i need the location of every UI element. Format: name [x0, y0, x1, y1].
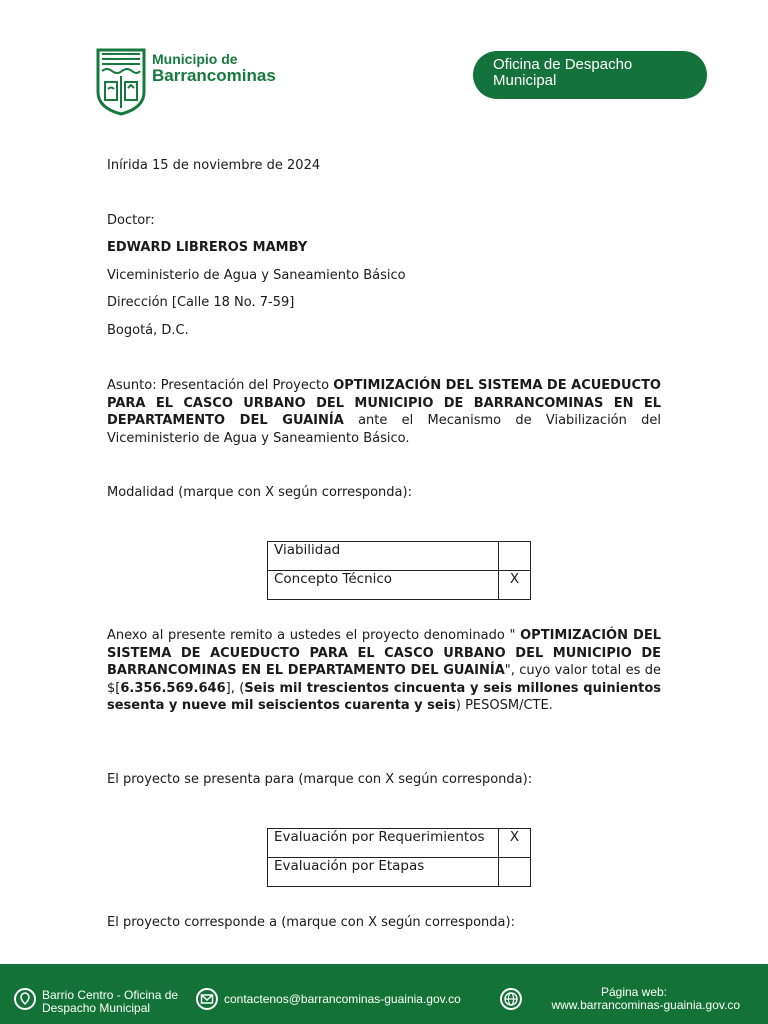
annex-mid: ], ( — [225, 680, 245, 696]
table-row — [268, 571, 531, 600]
annex-amount-words: Seis mil trescientos cincuenta y seis millones quinientos sesenta y nueve mil seiscientos cuarenta y seis — [107, 680, 661, 713]
annex-project-name: OPTIMIZACIÓN DEL SISTEMA DE ACUEDUCTO PARA EL CASCO URBANO DEL MUNICIPIO DE BARRANCOMINAS EN EL DEPARTAMENTO DEL GUAINÍA — [107, 628, 661, 678]
annex-paragraph — [107, 627, 661, 715]
footer-web-url[interactable]: www.barrancominas-guainia.gov.co — [551, 998, 740, 1012]
table-row — [268, 858, 531, 887]
logo-line-1: Municipio de — [152, 51, 238, 67]
annex-suffix: ) PESOSM/CTE. — [455, 698, 553, 713]
mail-icon — [196, 988, 218, 1010]
annex-amount: 6.356.569.646 — [120, 680, 226, 696]
logo-line-2: Barrancominas — [152, 66, 276, 86]
annex-value-prefix: ", cuyo valor total es de $[ — [107, 663, 662, 696]
letter-date: Inírida 15 de noviembre de 2024 — [107, 158, 321, 173]
footer-address-line-2: Despacho Municipal — [42, 1001, 151, 1015]
modality-table — [267, 541, 531, 600]
subject-project-name: OPTIMIZACIÓN DEL SISTEMA DE ACUEDUCTO PARA EL CASCO URBANO DEL MUNICIPIO DE BARRANCOMINAS EN EL DEPARTAMENTO DEL GUAINÍA — [107, 378, 661, 428]
modality-option-label: Concepto Técnico — [268, 571, 499, 600]
modality-option-label: Viabilidad — [268, 542, 499, 571]
evaluation-option-label: Evaluación por Etapas — [268, 858, 499, 887]
recipient-address: Dirección [Calle 18 No. 7-59] — [107, 295, 295, 310]
evaluation-table — [267, 828, 531, 887]
footer-bar — [0, 964, 768, 1024]
recipient-name: EDWARD LIBREROS MAMBY — [107, 240, 308, 255]
footer-address-line-1: Barrio Centro - Oficina de — [42, 988, 179, 1002]
subject-suffix: ante el Mecanismo de Viabilización del Viceministerio de Agua y Saneamiento Básico. — [107, 413, 661, 446]
recipient-city: Bogotá, D.C. — [107, 323, 189, 338]
presented-prompt: El proyecto se presenta para (marque con X según corresponda): — [107, 772, 533, 787]
office-badge — [473, 51, 707, 99]
corresponds-prompt: El proyecto corresponde a (marque con X según corresponda): — [107, 915, 515, 930]
table-row — [268, 542, 531, 571]
footer-address — [42, 989, 178, 1015]
municipality-logo — [94, 44, 274, 116]
subject-paragraph — [107, 377, 661, 447]
office-line-2: Municipal — [493, 72, 557, 89]
footer-web — [528, 986, 740, 1012]
salutation: Doctor: — [107, 213, 155, 228]
modality-option-mark[interactable] — [499, 542, 531, 571]
office-line-1: Oficina de Despacho — [493, 56, 633, 73]
footer-email[interactable]: contactenos@barrancominas-guainia.gov.co — [224, 992, 461, 1006]
globe-icon — [500, 988, 522, 1010]
recipient-entity: Viceministerio de Agua y Saneamiento Básico — [107, 268, 406, 283]
subject-prefix: Asunto: Presentación del Proyecto — [107, 378, 334, 393]
table-row — [268, 829, 531, 858]
location-pin-icon — [14, 988, 36, 1010]
footer-web-label: Página web: — [600, 985, 668, 999]
annex-prefix: Anexo al presente remito a ustedes el proyecto denominado " — [107, 628, 521, 643]
evaluation-option-mark[interactable]: X — [499, 829, 531, 858]
modality-option-mark[interactable]: X — [499, 571, 531, 600]
coat-of-arms-icon — [94, 44, 148, 116]
evaluation-option-label: Evaluación por Requerimientos — [268, 829, 499, 858]
modality-prompt: Modalidad (marque con X según corresponda): — [107, 485, 412, 500]
evaluation-option-mark[interactable] — [499, 858, 531, 887]
